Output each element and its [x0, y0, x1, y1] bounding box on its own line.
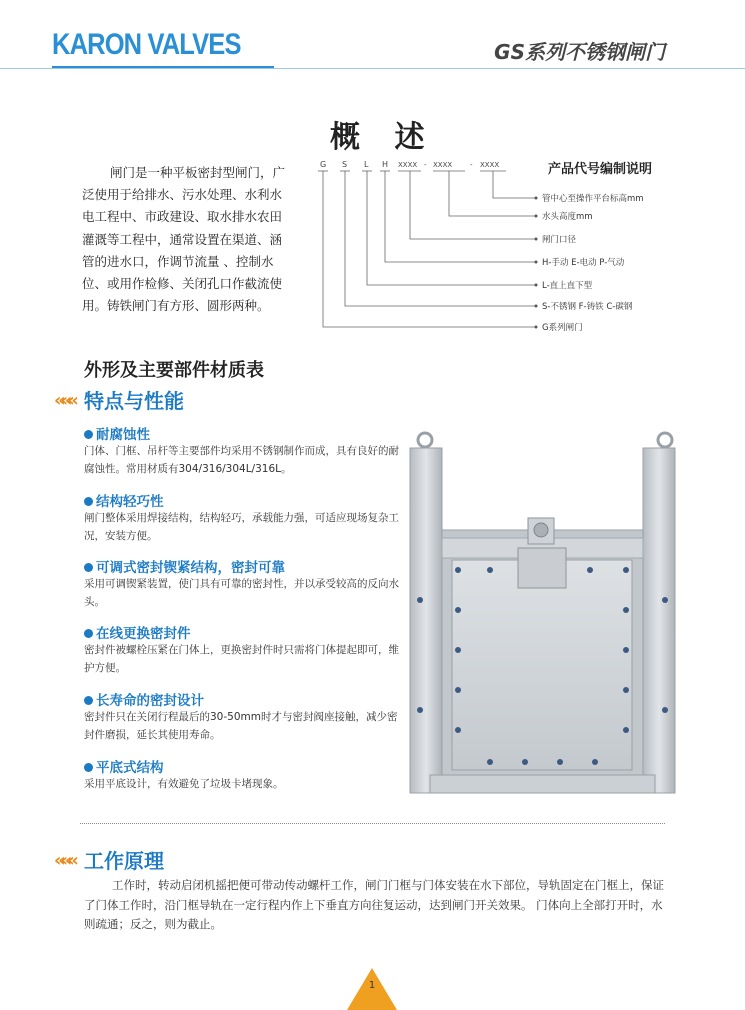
feature-title: 平底式结构 [96, 760, 164, 776]
feature-title: 在线更换密封件 [96, 626, 191, 642]
feature-title: 可调式密封锲紧结构，密封可靠 [96, 560, 285, 576]
document-title: GS系列不锈钢闸门 [494, 40, 665, 64]
section-divider [80, 823, 665, 824]
feature-desc: 采用可调锲紧装置，使门具有可靠的密封性，并以承受较高的反向水头。 [84, 578, 399, 608]
feature-desc: 采用平底设计，有效避免了垃圾卡堵现象。 [84, 778, 284, 790]
brand-logo: KARON VALVES [52, 28, 241, 61]
code-desc-drive: H-手动 E-电动 P-气动 [542, 258, 625, 268]
bullet-icon [84, 430, 93, 439]
feature-item [84, 622, 404, 677]
code-desc-water-head: 水头高度mm [542, 212, 593, 222]
code-desc-elevation: 管中心至操作平台标高mm [542, 194, 644, 204]
bullet-icon [84, 696, 93, 705]
product-code-diagram [318, 155, 678, 340]
code-separator-1: - [424, 161, 427, 169]
feature-item [84, 490, 404, 545]
overview-heading: 概 述 [330, 120, 437, 155]
code-xxxx-3: XXXX [480, 161, 500, 169]
code-xxxx-1: XXXX [398, 161, 418, 169]
feature-desc: 密封件被螺栓压紧在门体上，更换密封件时只需将门体提起即可，维护方便。 [84, 644, 399, 674]
feature-title: 长寿命的密封设计 [96, 693, 204, 709]
code-letter-h: H [382, 160, 389, 169]
code-desc-material: S-不锈钢 F-铸铁 C-碳钢 [542, 302, 633, 312]
feature-item [84, 689, 404, 744]
header-divider [0, 68, 745, 69]
feature-title: 耐腐蚀性 [96, 427, 150, 443]
code-desc-type: L-直上直下型 [542, 281, 593, 291]
bullet-icon [84, 563, 93, 572]
feature-item [84, 556, 404, 611]
materials-heading: 外形及主要部件材质表 [84, 360, 264, 381]
chevron-icon: ««« [54, 850, 74, 871]
bullet-icon [84, 763, 93, 772]
product-code-title: 产品代号编制说明 [548, 162, 653, 177]
chevron-icon: ««« [54, 390, 74, 411]
bullet-icon [84, 497, 93, 506]
sluice-gate-photo [400, 420, 685, 800]
code-separator-2: - [470, 161, 473, 169]
principle-heading: 工作原理 [84, 849, 164, 873]
code-desc-series: G系列闸门 [542, 323, 583, 333]
feature-desc: 门体、门框、吊杆等主要部件均采用不锈钢制作而成，具有良好的耐腐蚀性。常用材质有304/316/304L/316L。 [84, 445, 399, 475]
features-heading: 特点与性能 [84, 389, 184, 413]
code-letter-g: G [320, 160, 327, 169]
feature-desc: 闸门整体采用焊接结构，结构轻巧，承载能力强，可适应现场复杂工况，安装方便。 [84, 512, 399, 542]
feature-title: 结构轻巧性 [96, 494, 164, 510]
bullet-icon [84, 629, 93, 638]
feature-item [84, 756, 404, 794]
feature-desc: 密封件只在关闭行程最后的30-50mm时才与密封阀座接触，减少密封件磨损，延长其使用寿命。 [84, 711, 398, 741]
code-desc-diameter: 闸门口径 [542, 235, 577, 245]
page-number: 1 [368, 980, 376, 991]
principle-text: 工作时，转动启闭机摇把便可带动传动螺杆工作，闸门门框与门体安装在水下部位，导轨固定在门框上，保证了门体工作时，沿门框导轨在一定行程内作上下垂直方向往复运动，达到闸门开关效果。 门体向上全部打开时，水则疏通；反之，则为截止。 [84, 878, 664, 931]
code-letter-s: S [342, 160, 348, 169]
feature-item [84, 423, 404, 478]
code-letter-l: L [364, 160, 369, 169]
overview-intro-text: 闸门是一种平板密封型闸门，广泛使用于给排水、污水处理、水利水电工程中、市政建设、取水排水农田灌溉等工程中，通常设置在渠道、涵管的进水口，作调节流量 、控制水位、或用作检修、关闭孔口作截流使用。铸铁闸门有方形、圆形两种。 [82, 165, 286, 314]
code-xxxx-2: XXXX [433, 161, 453, 169]
